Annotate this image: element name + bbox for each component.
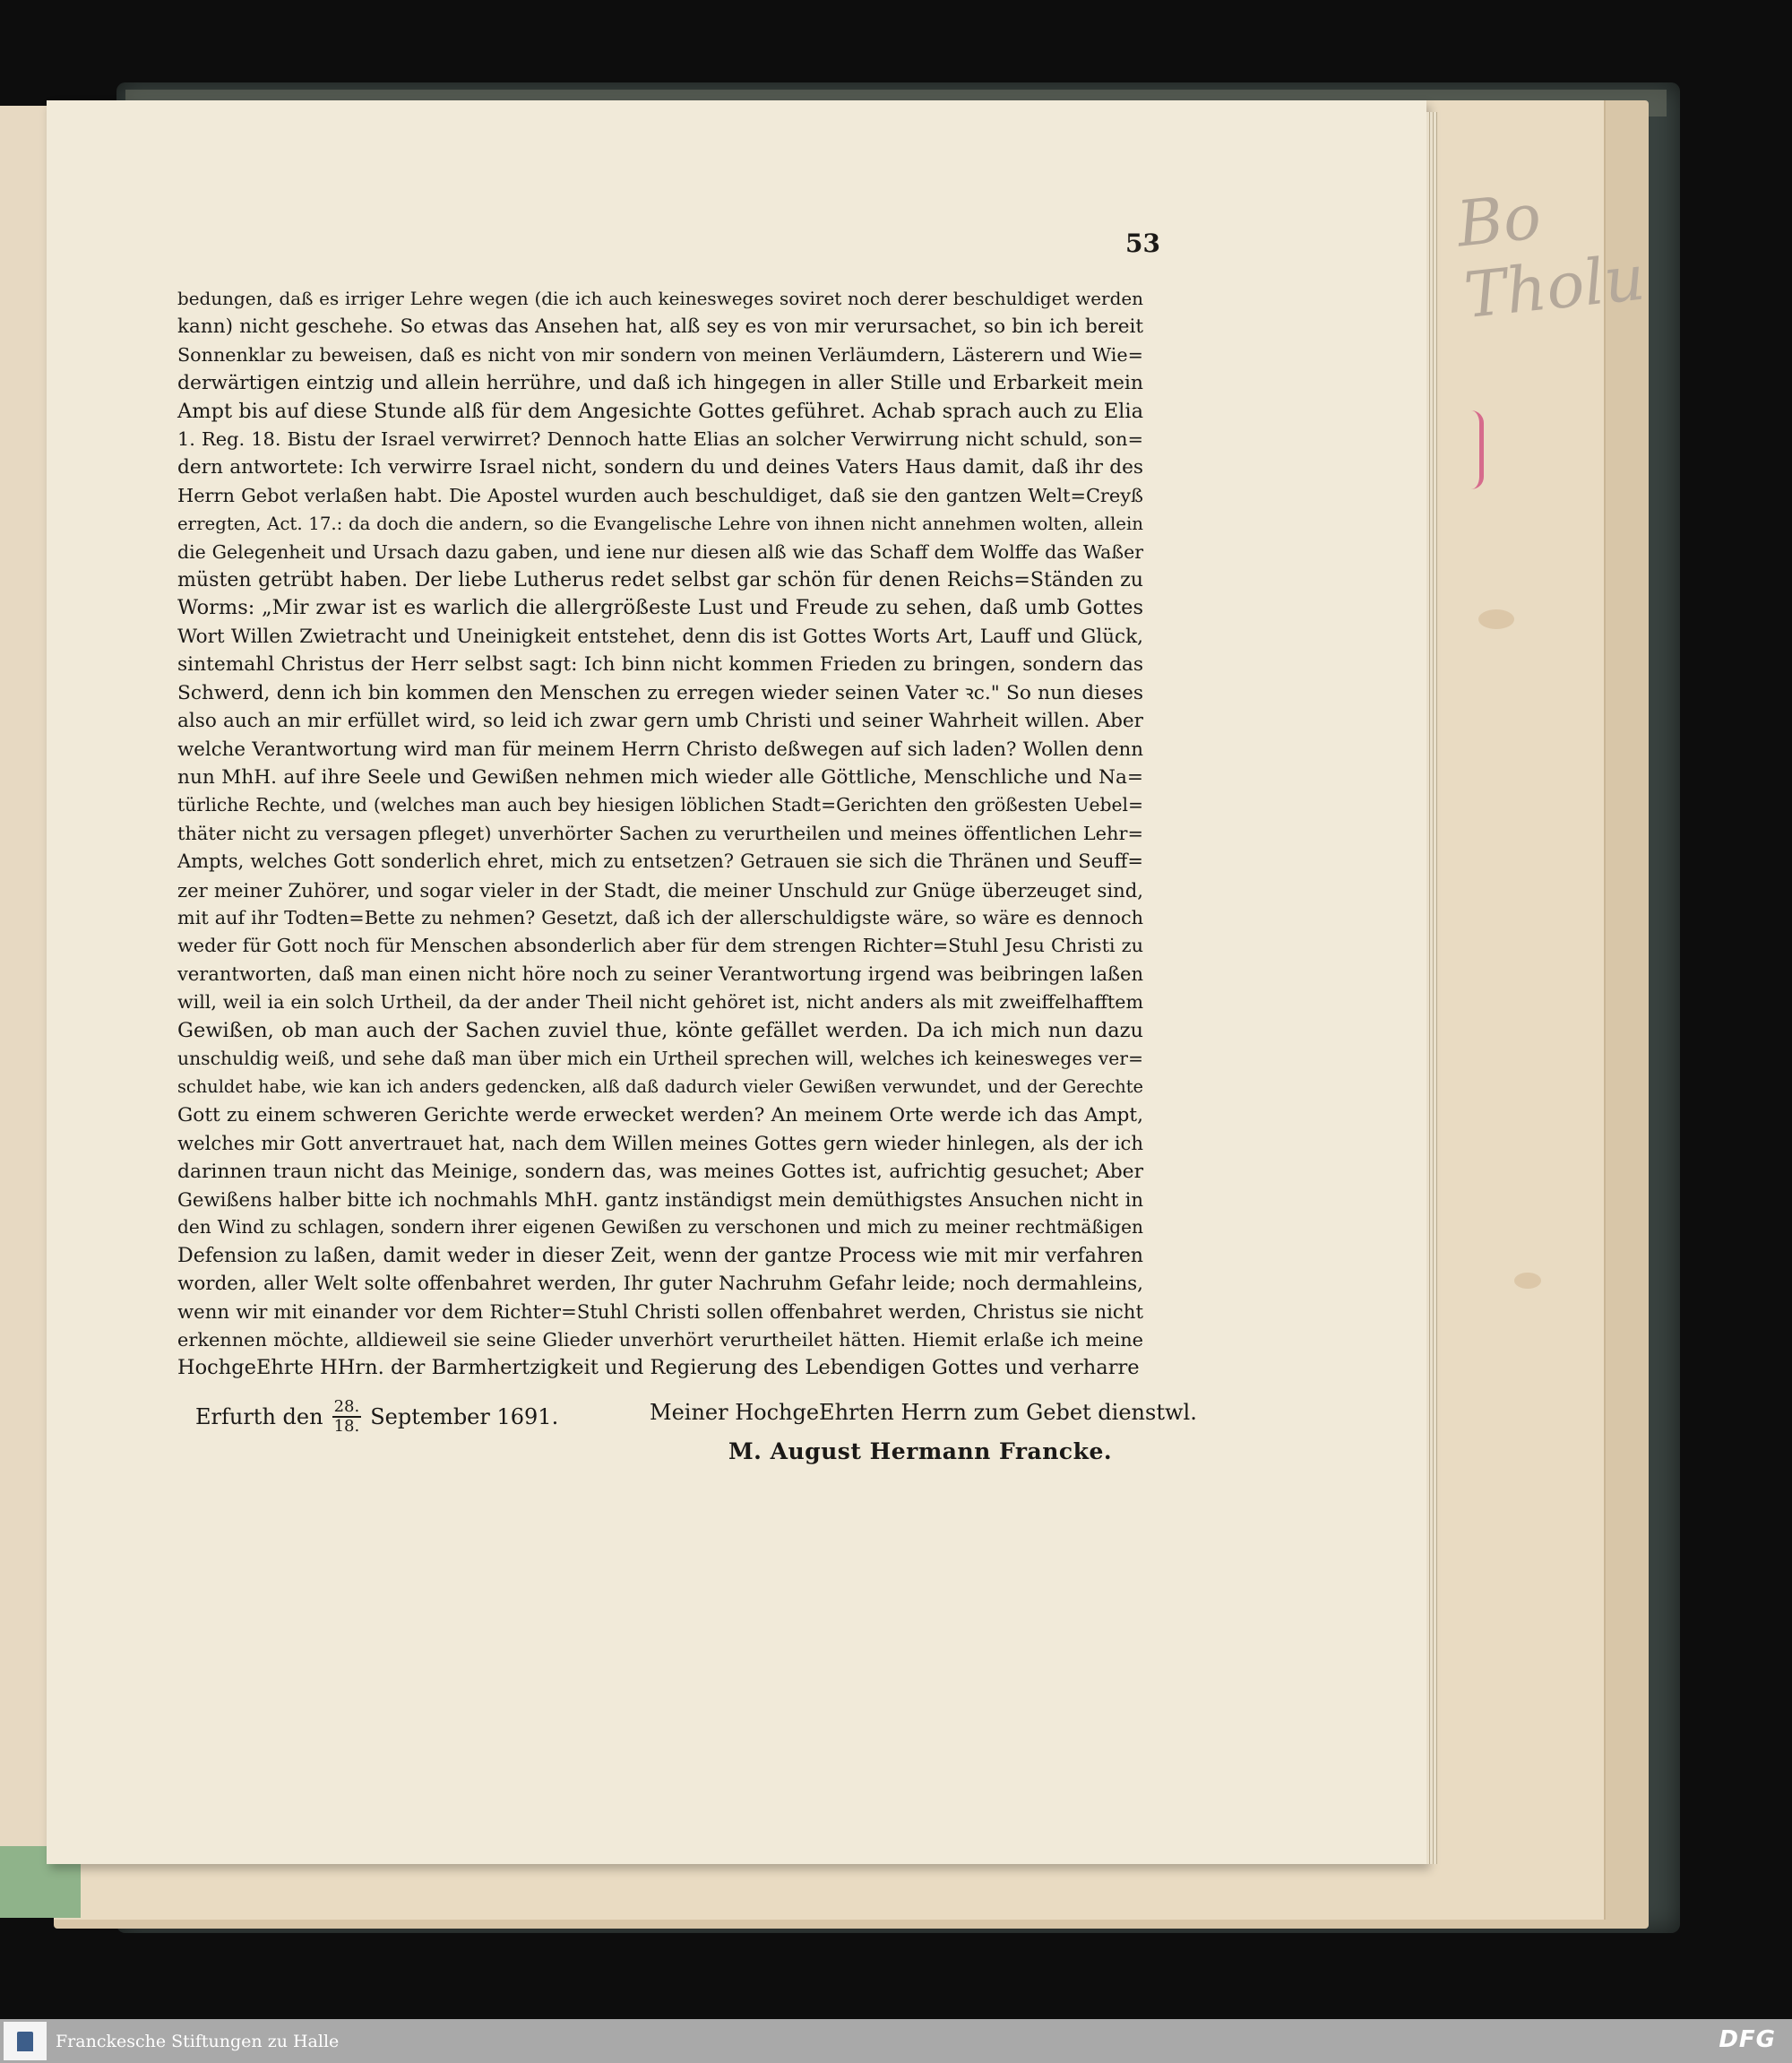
- text-line: Herrn Gebot verlaßen habt. Die Apostel wurden auch beschuldiget, daß sie den gantzen Welt=Creyß: [177, 484, 1143, 506]
- text-line: wenn wir mit einander vor dem Richter=Stuhl Christi sollen offenbahret werden, Christus sie nicht: [177, 1300, 1143, 1324]
- text-line: sintemahl Christus der Herr selbst sagt: Ich binn nicht kommen Frieden zu bringen, sondern das: [177, 653, 1143, 677]
- institution-name[interactable]: Franckesche Stiftungen zu Halle: [56, 2031, 340, 2051]
- text-line: zer meiner Zuhörer, und sogar vieler in der Stadt, die meiner Unschuld zur Gnüge überzeuget sind,: [177, 878, 1143, 902]
- text-line: Gott zu einem schweren Gerichte werde erwecket werden? An meinem Orte werde ich das Ampt,: [177, 1103, 1143, 1126]
- left-page-edge: [0, 106, 54, 1853]
- text-line: nun MhH. auf ihre Seele und Gewißen nehmen mich wieder alle Göttliche, Menschliche und Na=: [177, 765, 1143, 789]
- text-line: Ampts, welches Gott sonderlich ehret, mich zu entsetzen? Getrauen sie sich die Thränen und Seuff=: [177, 850, 1143, 873]
- text-line: Gewißen, ob man auch der Sachen zuviel thue, könte gefället werden. Da ich mich nun dazu: [177, 1018, 1143, 1042]
- text-line: den Wind zu schlagen, sondern ihrer eigenen Gewißen zu verschonen und mich zu meiner rechtmäßigen: [177, 1216, 1143, 1239]
- text-line: erkennen möchte, alldieweil sie seine Glieder unverhört verurtheilet hätten. Hiemit erlaße ich meine: [177, 1329, 1143, 1351]
- text-line: mit auf ihr Todten=Bette zu nehmen? Gesetzt, daß ich der allerschuldigste wäre, so wäre es dennoch: [177, 906, 1143, 928]
- text-line: türliche Rechte, und (welches man auch bey hiesigen löblichen Stadt=Gerichten den größesten Uebel=: [177, 794, 1143, 816]
- text-line: worden, aller Welt solte offenbahret werden, Ihr guter Nachruhm Gefahr leide; noch dermahleins,: [177, 1273, 1143, 1296]
- pencil-note-line-2: Tholu: [1460, 240, 1649, 333]
- text-line: unschuldig weiß, und sehe daß man über mich ein Urtheil sprechen will, welches ich keinesweges ver=: [177, 1047, 1143, 1069]
- body-text: [177, 285, 1143, 1383]
- pencil-note-line-1: Bo: [1453, 179, 1545, 262]
- text-line: darinnen traun nicht das Meinige, sondern das, was meines Gottes ist, aufrichtig gesuchet; Aber: [177, 1160, 1143, 1183]
- page-number: 53: [1125, 229, 1160, 258]
- text-line: schuldet habe, wie kan ich anders gedencken, alß daß dadurch vieler Gewißen verwundet, und der Gerechte: [177, 1076, 1143, 1098]
- text-line: verantworten, daß man einen nicht höre noch zu seiner Verantwortung irgend was beibringen laßen: [177, 962, 1143, 985]
- pink-margin-mark: [1456, 410, 1484, 489]
- text-line: weder für Gott noch für Menschen absonderlich aber für dem strengen Richter=Stuhl Jesu Christi zu: [177, 935, 1143, 957]
- text-line: dern antwortete: Ich verwirre Israel nicht, sondern du und deines Vaters Haus damit, daß ihr des: [177, 456, 1143, 479]
- text-line: welches mir Gott anvertrauet hat, nach dem Willen meines Gottes gern wieder hinlegen, als der ich: [177, 1132, 1143, 1155]
- text-line: kann) nicht geschehe. So etwas das Ansehen hat, alß sey es von mir verursachet, so bin ich bereit: [177, 315, 1143, 339]
- dateline-month-year: September 1691.: [370, 1404, 559, 1429]
- signature: M. August Hermann Francke.: [728, 1438, 1113, 1464]
- text-line: HochgeEhrte HHrn. der Barmhertzigkeit und Regierung des Lebendigen Gottes und verharre: [177, 1356, 1140, 1380]
- text-line: thäter nicht zu versagen pfleget) unverhörter Sachen zu verurtheilen und meines öffentlichen Lehr=: [177, 822, 1143, 844]
- text-line: Wort Willen Zwietracht und Uneinigkeit entstehet, denn dis ist Gottes Worts Art, Lauff und Glück,: [177, 625, 1143, 648]
- text-line: Defension zu laßen, damit weder in dieser Zeit, wenn der gantze Process wie mit mir verfahren: [177, 1244, 1143, 1267]
- text-line: derwärtigen eintzig und allein herrühre, und daß ich hingegen in aller Stille und Erbarkeit mein: [177, 372, 1143, 395]
- text-line: müsten getrübt haben. Der liebe Lutherus redet selbst gar schön für denen Reichs=Ständen zu: [177, 569, 1143, 592]
- text-line: Schwerd, denn ich bin kommen den Menschen zu erregen wieder seinen Vater ꝛc." So nun dieses: [177, 681, 1143, 704]
- date-numerator: 28.: [333, 1397, 360, 1416]
- closing-salutation: Meiner HochgeEhrten Herrn zum Gebet dienstwl.: [650, 1400, 1197, 1425]
- dateline: [195, 1398, 558, 1436]
- date-denominator: 18.: [333, 1417, 360, 1436]
- text-line: 1. Reg. 18. Bistu der Israel verwirret? Dennoch hatte Elias an solcher Verwirrung nicht schuld, son=: [177, 428, 1143, 451]
- text-line: will, weil ia ein solch Urtheil, da der ander Theil nicht gehöret ist, nicht anders als mit zweiffelhafftem: [177, 991, 1143, 1014]
- dfg-logo[interactable]: DFG: [1719, 2026, 1776, 2053]
- text-line: die Gelegenheit und Ursach dazu gaben, und iene nur diesen alß wie das Schaff dem Wolffe das Waßer: [177, 540, 1143, 563]
- dateline-place: Erfurth den: [195, 1404, 323, 1429]
- date-fraction: [332, 1398, 362, 1436]
- text-line: also auch an mir erfüllet wird, so leid ich zwar gern umb Christi und seiner Wahrheit willen. Aber: [177, 710, 1143, 733]
- text-line: bedungen, daß es irriger Lehre wegen (die ich auch keinesweges soviret noch derer beschuldiget werden: [177, 288, 1143, 309]
- text-line: Ampt bis auf diese Stunde alß für dem Angesichte Gottes geführet. Achab sprach auch zu Elia: [177, 399, 1143, 423]
- text-line: Sonnenklar zu beweisen, daß es nicht von mir sondern von meinen Verläumdern, Lästerern und Wie=: [177, 343, 1143, 366]
- foxing-spot: [1514, 1273, 1541, 1289]
- pencil-margin-note: [1453, 170, 1648, 332]
- page-stack-edge: [1426, 112, 1437, 1864]
- text-line: Worms: „Mir zwar ist es warlich die allergrößeste Lust und Freude zu sehen, daß umb Gottes: [177, 596, 1143, 620]
- text-line: erregten, Act. 17.: da doch die andern, so die Evangelische Lehre von ihnen nicht annehmen wolten, allein: [177, 514, 1143, 535]
- text-line: Gewißens halber bitte ich nochmahls MhH. gantz inständigst mein demüthigstes Ansuchen nicht in: [177, 1188, 1143, 1211]
- text-line: welche Verantwortung wird man für meinem Herrn Christo deßwegen auf sich laden? Wollen denn: [177, 738, 1143, 761]
- institution-logo-icon[interactable]: [4, 2022, 47, 2060]
- viewer-footer: [0, 2019, 1792, 2063]
- foxing-spot: [1478, 609, 1514, 629]
